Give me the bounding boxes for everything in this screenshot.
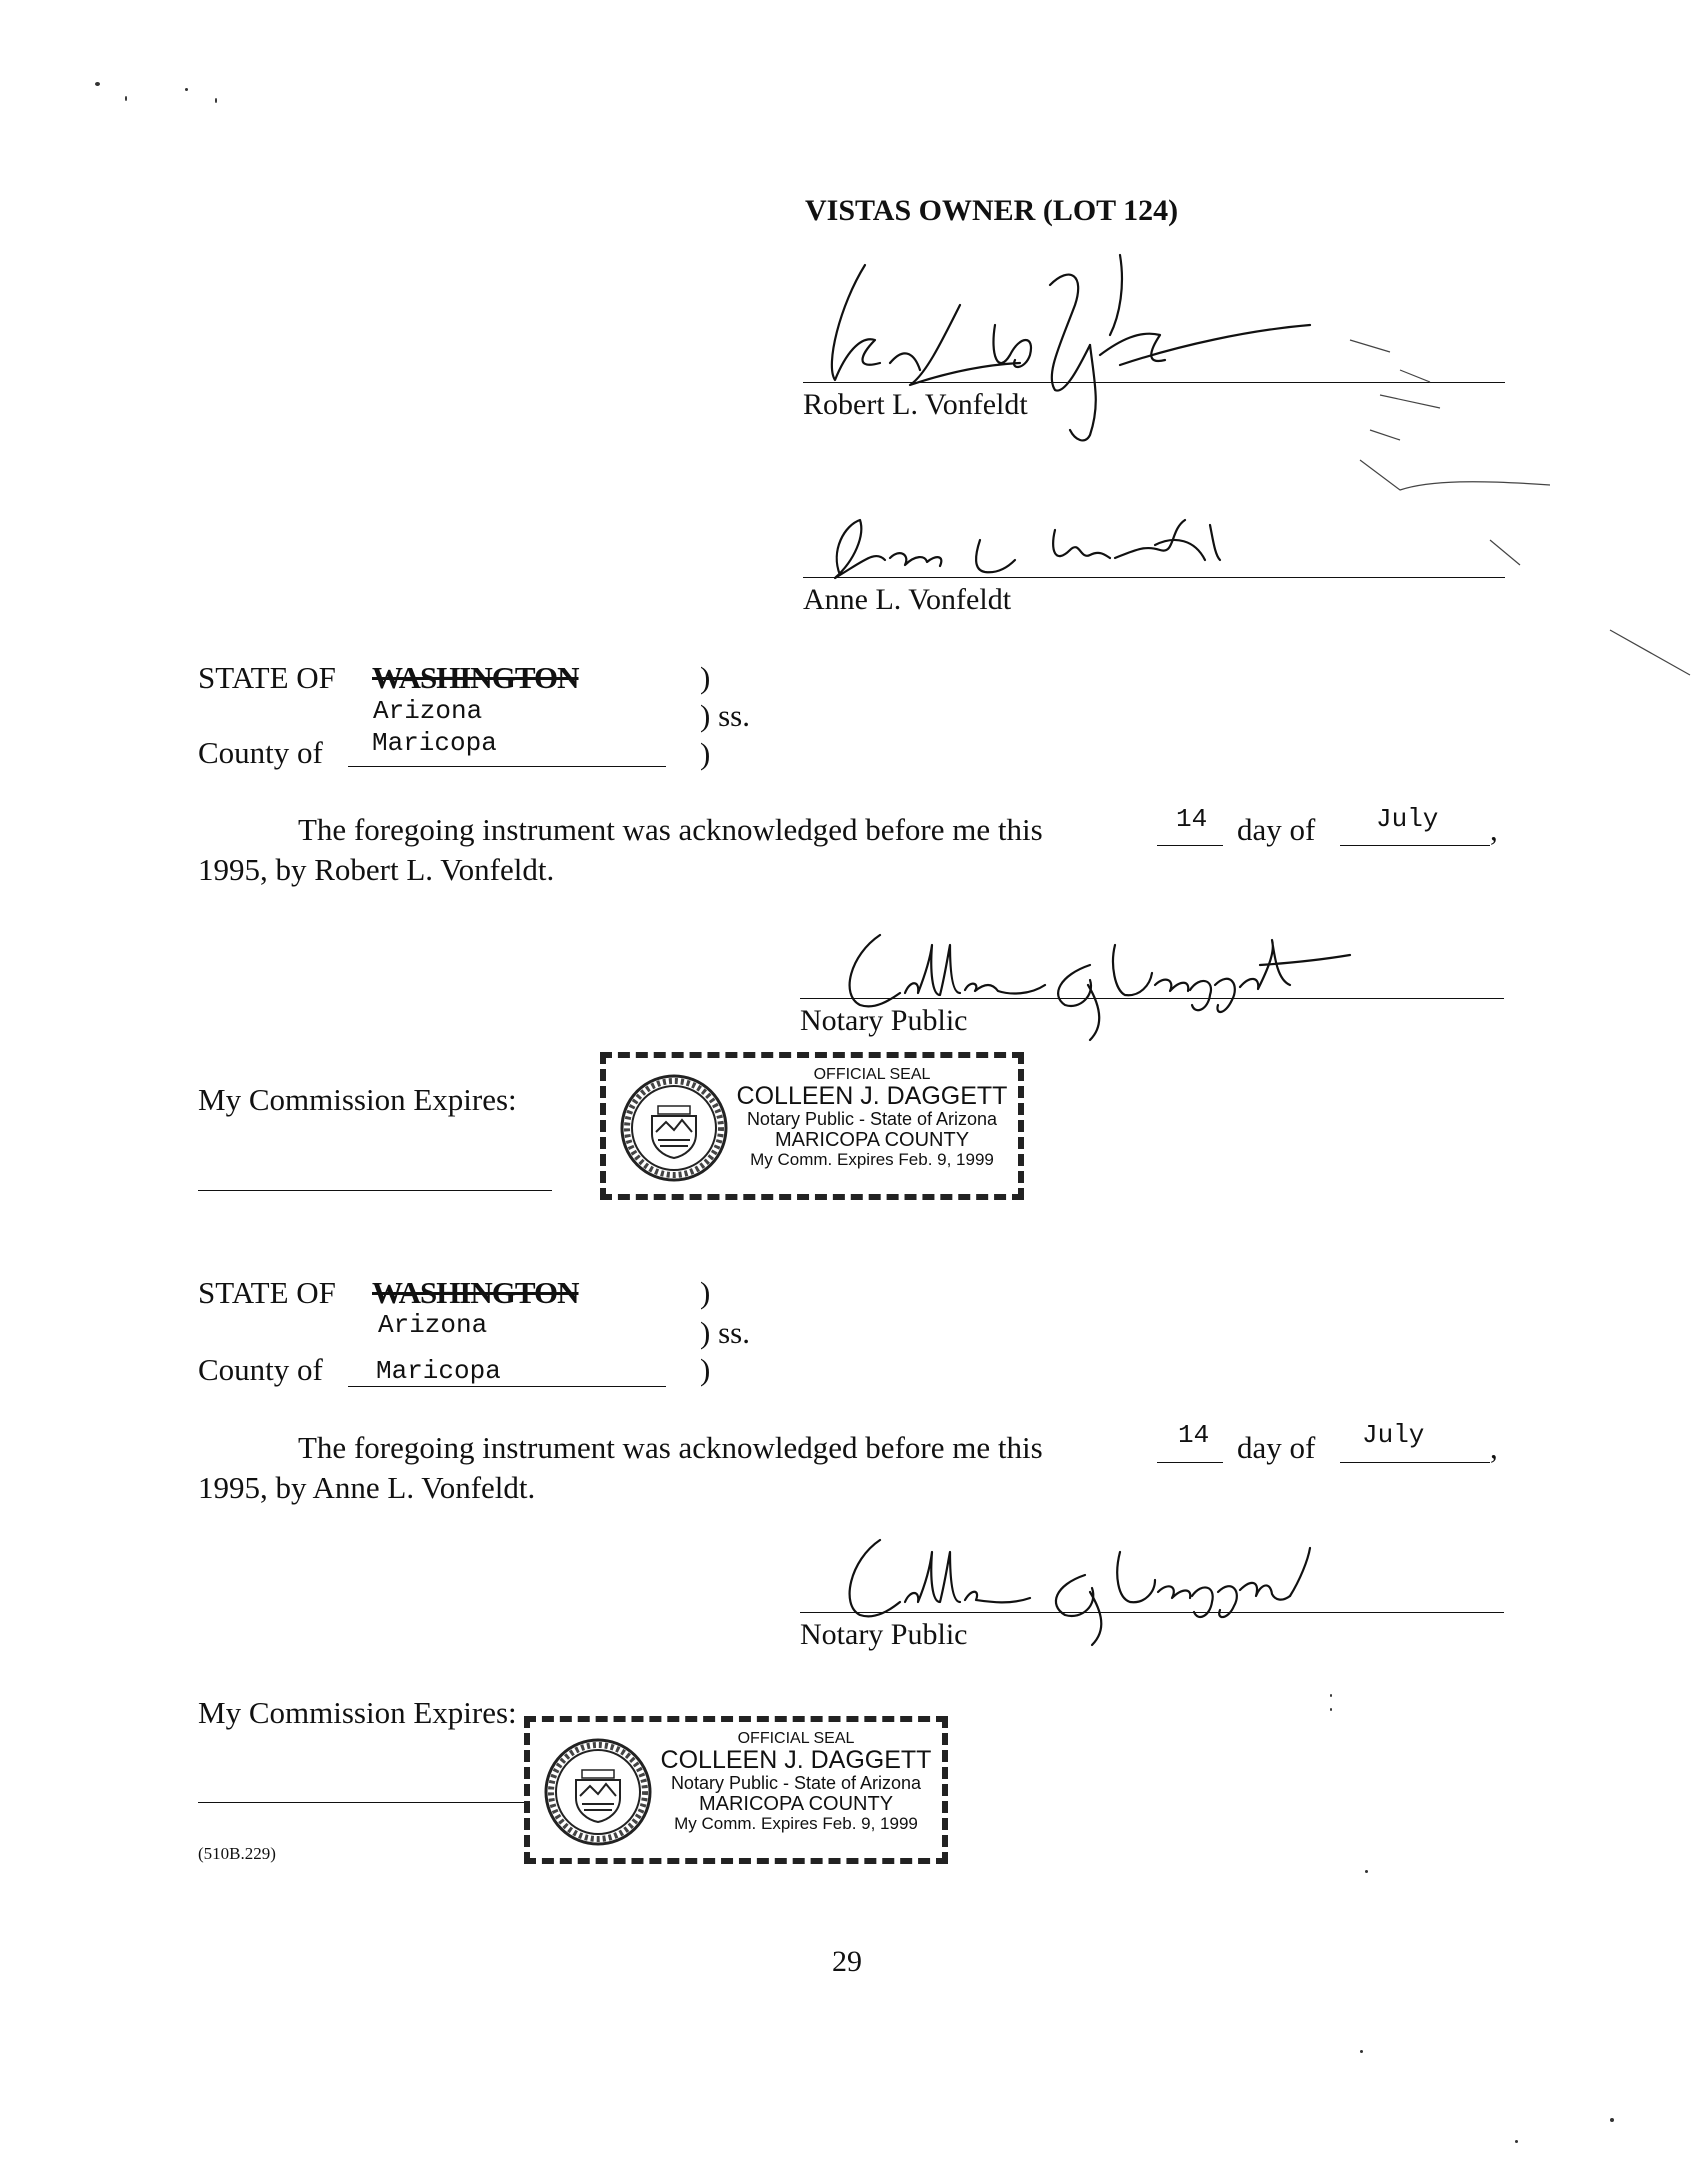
state-handwritten: Arizona bbox=[373, 696, 483, 726]
month-underline bbox=[1340, 845, 1490, 846]
scan-speck bbox=[1360, 2050, 1363, 2053]
notary-seal-stamp bbox=[600, 1052, 1024, 1200]
day-underline bbox=[1157, 1462, 1223, 1463]
comma: , bbox=[1490, 1430, 1498, 1465]
scan-speck bbox=[125, 96, 127, 101]
seal-line-official: OFFICIAL SEAL bbox=[813, 1066, 931, 1083]
notary-public-label: Notary Public bbox=[800, 1618, 968, 1651]
ack-text-prefix: The foregoing instrument was acknowledged before me this bbox=[298, 1430, 1043, 1465]
commission-expires-label: My Commission Expires: bbox=[198, 1082, 517, 1117]
county-value: Maricopa bbox=[372, 728, 497, 758]
notary-public-label: Notary Public bbox=[800, 1004, 968, 1037]
ack-text-mid: day of bbox=[1237, 1430, 1316, 1465]
scan-speck bbox=[95, 82, 100, 86]
state-struck-out: WASHINGTON bbox=[372, 1275, 579, 1310]
notary-signature-line bbox=[800, 1612, 1504, 1613]
scan-stray-lines bbox=[1340, 330, 1696, 710]
scan-speck bbox=[1610, 2118, 1614, 2122]
document-title: VISTAS OWNER (LOT 124) bbox=[805, 194, 1179, 227]
county-value: Maricopa bbox=[376, 1356, 501, 1386]
owner-name-anne: Anne L. Vonfeldt bbox=[803, 583, 1012, 616]
bracket: ) bbox=[700, 736, 711, 771]
bracket: ) bbox=[700, 660, 711, 695]
notary-signature-line bbox=[800, 998, 1504, 999]
county-underline bbox=[348, 1386, 666, 1387]
scan-speck bbox=[1330, 1708, 1332, 1711]
scan-speck bbox=[1330, 1694, 1332, 1697]
ss-marker: ) ss. bbox=[700, 1315, 750, 1350]
state-handwritten: Arizona bbox=[378, 1310, 488, 1340]
ss-marker: ) ss. bbox=[700, 698, 750, 733]
seal-line-name: COLLEEN J. DAGGETT bbox=[660, 1746, 932, 1775]
day-underline bbox=[1157, 845, 1223, 846]
seal-line-county: MARICOPA COUNTY bbox=[774, 1128, 970, 1151]
ack-year-by: 1995, by Robert L. Vonfeldt. bbox=[198, 852, 555, 887]
ack-text-mid: day of bbox=[1237, 812, 1316, 847]
state-label: STATE OF bbox=[198, 1275, 336, 1310]
county-underline bbox=[348, 766, 666, 767]
seal-line-county: MARICOPA COUNTY bbox=[698, 1792, 894, 1815]
scan-speck bbox=[185, 88, 188, 91]
state-seal-emblem bbox=[618, 1072, 730, 1184]
bracket: ) bbox=[700, 1352, 711, 1387]
scan-speck bbox=[1515, 2140, 1518, 2143]
state-struck-out: WASHINGTON bbox=[372, 660, 579, 695]
seal-line-title: Notary Public - State of Arizona bbox=[746, 1109, 998, 1130]
notary-seal-stamp bbox=[524, 1716, 948, 1864]
seal-line-name: COLLEEN J. DAGGETT bbox=[736, 1082, 1008, 1111]
ack-year-by: 1995, by Anne L. Vonfeldt. bbox=[198, 1470, 536, 1505]
ack-day: 14 bbox=[1178, 1420, 1210, 1450]
ack-month: July bbox=[1362, 1420, 1425, 1450]
seal-line-expires: My Comm. Expires Feb. 9, 1999 bbox=[674, 1814, 918, 1834]
seal-line-official: OFFICIAL SEAL bbox=[737, 1730, 855, 1747]
commission-expires-line bbox=[198, 1190, 552, 1191]
bracket: ) bbox=[700, 1275, 711, 1310]
commission-expires-line bbox=[198, 1802, 528, 1803]
county-label: County of bbox=[198, 735, 323, 770]
county-label: County of bbox=[198, 1352, 323, 1387]
ack-month: July bbox=[1376, 804, 1439, 834]
month-underline bbox=[1340, 1462, 1490, 1463]
ack-day: 14 bbox=[1176, 804, 1208, 834]
ack-text-prefix: The foregoing instrument was acknowledged before me this bbox=[298, 812, 1043, 847]
commission-expires-label: My Commission Expires: bbox=[198, 1695, 517, 1730]
seal-line-title: Notary Public - State of Arizona bbox=[670, 1773, 922, 1794]
document-code: (510B.229) bbox=[198, 1844, 276, 1863]
page-number: 29 bbox=[832, 1945, 862, 1978]
state-label: STATE OF bbox=[198, 660, 336, 695]
scan-speck bbox=[1365, 1870, 1368, 1873]
seal-line-expires: My Comm. Expires Feb. 9, 1999 bbox=[750, 1150, 994, 1170]
owner-name-robert: Robert L. Vonfeldt bbox=[803, 388, 1028, 421]
comma: , bbox=[1490, 812, 1498, 847]
state-seal-emblem bbox=[542, 1736, 654, 1848]
scan-speck bbox=[215, 98, 217, 103]
